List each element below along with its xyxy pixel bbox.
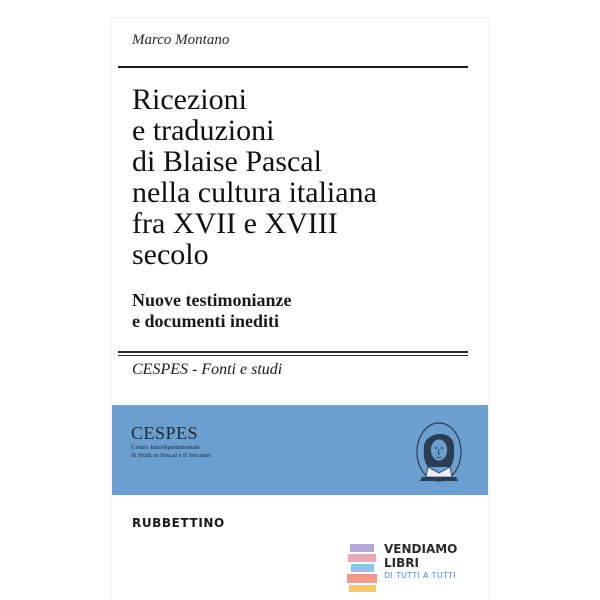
cespes-desc-line: Centro Interdipartimentale: [131, 444, 201, 451]
cespes-logo-mark: CESPES: [131, 423, 199, 443]
book-title: [132, 84, 477, 270]
badge-line-1: VENDIAMO: [384, 542, 458, 556]
book-subtitle: [132, 290, 291, 332]
cespes-logo: [131, 424, 211, 459]
title-line: di Blaise Pascal: [132, 145, 322, 178]
author-name: Marco Montano: [132, 32, 230, 48]
publisher-name: RUBBETTINO: [132, 516, 225, 530]
badge-tagline: DI TUTTI A TUTTI: [384, 571, 456, 580]
badge-text: [384, 542, 457, 582]
subtitle-line: Nuove testimonianze: [132, 290, 292, 310]
vendiamo-libri-badge: [346, 540, 486, 596]
pascal-portrait-icon: [414, 419, 464, 483]
books-stack-icon: [346, 542, 380, 594]
title-line: fra XVII e XVIII: [132, 207, 338, 240]
badge-line-2: LIBRI: [384, 556, 419, 570]
subtitle-line: e documenti inediti: [132, 311, 279, 331]
title-line: e traduzioni: [132, 114, 275, 147]
top-rule: [118, 66, 468, 68]
series-name: CESPES - Fonti e studi: [132, 361, 283, 378]
title-line: secolo: [132, 238, 209, 271]
series-band: [112, 405, 488, 495]
book-cover: [112, 18, 488, 600]
title-line: Ricezioni: [132, 83, 247, 116]
cespes-logo-description: [131, 444, 211, 459]
cespes-desc-line: di Studi su Pascal e il Seicento: [131, 451, 211, 459]
title-line: nella cultura italiana: [132, 176, 377, 209]
double-rule: [118, 351, 468, 356]
